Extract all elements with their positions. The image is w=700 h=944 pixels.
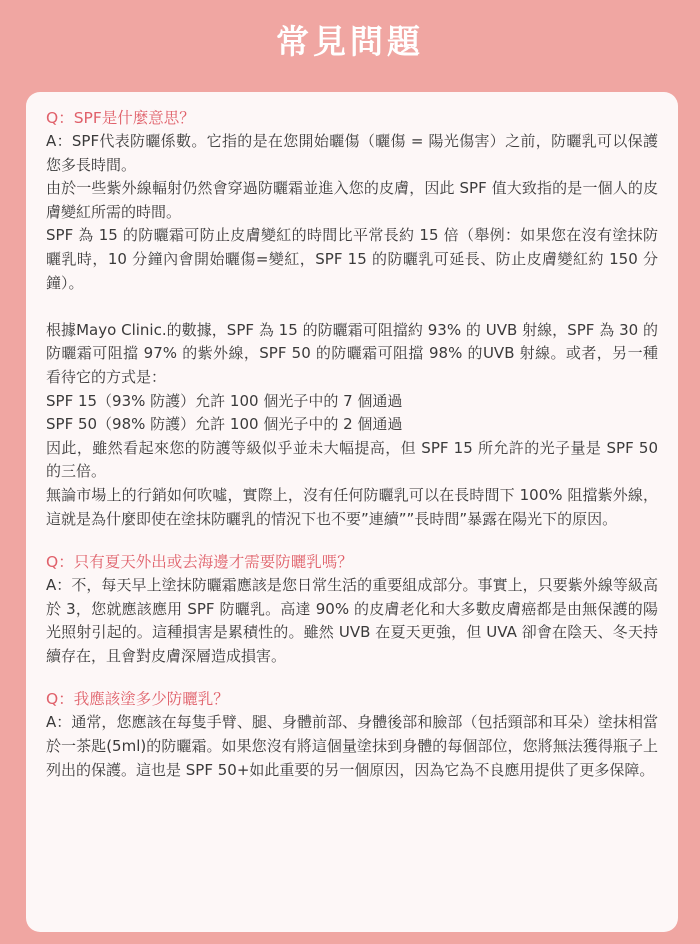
page-title: 常見問題 <box>276 22 424 61</box>
faq-answer-paragraph: SPF 為 15 的防曬霜可防止皮膚變紅的時間比平常長約 15 倍（舉例：如果您在沒有塗抹防曬乳時，10 分鐘內會開始曬傷=變紅，SPF 15 的防曬乳可延長、防止皮膚變紅約 150 分鐘）。 <box>46 226 658 292</box>
paragraph-spacer <box>46 295 658 319</box>
faq-card <box>26 92 678 932</box>
faq-answer-paragraph: SPF 50（98% 防護）允許 100 個光子中的 2 個通過 <box>46 415 403 434</box>
faq-question: Q：只有夏天外出或去海邊才需要防曬乳嗎？ <box>46 553 353 572</box>
faq-question: Q：我應該塗多少防曬乳？ <box>46 690 229 709</box>
faq-answer-paragraph: 因此，雖然看起來您的防護等級似乎並未大幅提高，但 SPF 15 所允許的光子量是 SPF 50 的三倍。 <box>46 438 658 481</box>
faq-answer-paragraph: 無論市場上的行銷如何吹噓，實際上，沒有任何防曬乳可以在長時間下 100% 阻擋紫外線，這就是為什麼即使在塗抹防曬乳的情況下也不要”連續””長時間”暴露在陽光下的原因。 <box>46 485 658 528</box>
faq-answer-paragraph: A：不，每天早上塗抹防曬霜應該是您日常生活的重要組成部分。事實上，只要紫外線等級高於 3，您就應該應用 SPF 防曬乳。高達 90% 的皮膚老化和大多數皮膚癌都是由無保護的陽光照射引起的。這種損害是累積性的。雖然 UVB 在夏天更強，但 UVA 卻會在陰天、冬天持續存在，且會對皮膚深層造成損害。 <box>46 576 658 665</box>
faq-how-much <box>46 687 658 782</box>
faq-summer-only <box>46 550 658 668</box>
faq-question: Q：SPF是什麼意思？ <box>46 109 195 127</box>
faq-answer-paragraph: A：通常，您應該在每隻手臂、腿、身體前部、身體後部和臉部（包括頸部和耳朵）塗抹相當於一茶匙(5ml)的防曬霜。如果您沒有將這個量塗抹到身體的每個部位，您將無法獲得瓶子上列出的保護。這也是 SPF 50+如此重要的另一個原因，因為它為不良應用提供了更多保障。 <box>46 713 658 779</box>
faq-answer-paragraph: 根據Mayo Clinic.的數據，SPF 為 15 的防曬霜可阻擋約 93% 的 UVB 射線，SPF 為 30 的防曬霜可阻擋 97% 的紫外線，SPF 50 的防曬霜可阻擋 98% 的UVB 射線。或者，另一種看待它的方式是： <box>46 320 658 386</box>
faq-answer-paragraph: A：SPF代表防曬係數。它指的是在您開始曬傷（曬傷 = 陽光傷害）之前，防曬乳可以保護您多長時間。 <box>46 132 658 174</box>
faq-spf-meaning <box>46 106 658 531</box>
faq-answer-paragraph: 由於一些紫外線輻射仍然會穿過防曬霜並進入您的皮膚，因此 SPF 值大致指的是一個人的皮膚變紅所需的時間。 <box>46 179 658 221</box>
faq-answer-paragraph: SPF 15（93% 防護）允許 100 個光子中的 7 個通過 <box>46 391 403 410</box>
